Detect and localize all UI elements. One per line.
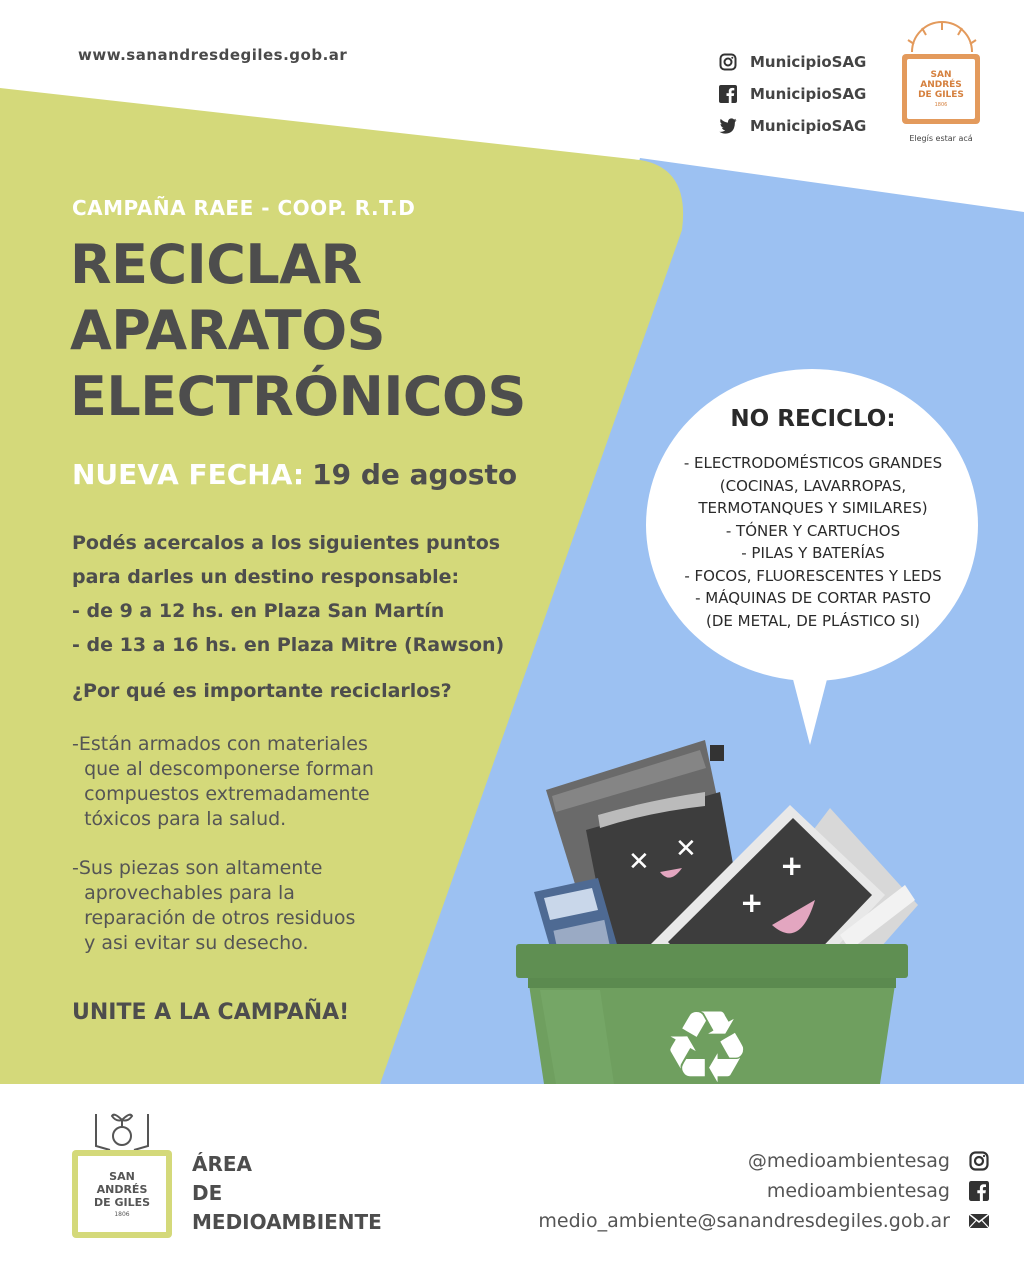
- recycle-bin: [516, 944, 908, 1106]
- footer-logo-line-2: ANDRÉS: [96, 1183, 148, 1196]
- call-to-action: UNITE A LA CAMPAÑA!: [72, 1000, 350, 1025]
- facebook-icon: [718, 84, 738, 104]
- list-item: - FOCOS, FLUORESCENTES Y LEDS: [684, 566, 942, 585]
- svg-text:✕: ✕: [628, 847, 650, 877]
- logo-tagline: Elegís estar acá: [909, 134, 973, 143]
- why-question: ¿Por qué es importante reciclarlos?: [72, 680, 452, 702]
- area-line-2: DE: [192, 1181, 223, 1205]
- title-line-3: ELECTRÓNICOS: [70, 365, 526, 428]
- logo-line-1: SAN: [930, 70, 952, 80]
- list-item: TERMOTANQUES Y SIMILARES): [698, 499, 928, 517]
- intro-line-1: Podés acercalos a los siguientes puntos: [72, 532, 501, 554]
- title-line-2: APARATOS: [70, 299, 386, 362]
- location-2: - de 13 a 16 hs. en Plaza Mitre (Rawson): [72, 634, 505, 656]
- campaign-label: CAMPAÑA RAEE - COOP. R.T.D: [72, 196, 416, 220]
- logo-inner: [907, 59, 975, 119]
- twitter-handle: MunicipioSAG: [750, 117, 867, 135]
- twitter-icon: [718, 116, 738, 136]
- logo-line-2: ANDRÉS: [920, 80, 962, 90]
- not-recycled-list: [652, 452, 974, 632]
- list-item: - TÓNER Y CARTUCHOS: [725, 521, 901, 540]
- reason-2: -Sus piezas son altamente aprovechables para la reparación de otros residuos y asi evitar su desecho.: [72, 857, 356, 954]
- mail-icon: [968, 1210, 990, 1232]
- area-name: [192, 1150, 382, 1237]
- intro-line-2: para darles un destino responsable:: [72, 566, 460, 588]
- facebook-icon: [968, 1180, 990, 1202]
- collection-points: [72, 526, 504, 662]
- social-facebook[interactable]: [718, 78, 866, 110]
- environment-area-logo: [72, 1110, 172, 1240]
- facebook-handle: MunicipioSAG: [750, 85, 867, 103]
- list-item: (DE METAL, DE PLÁSTICO SI): [706, 611, 920, 630]
- svg-text:✕: ✕: [675, 834, 697, 864]
- logo-line-3: DE GILES: [918, 90, 964, 100]
- municipality-logo: [898, 24, 984, 148]
- area-line-3: MEDIOAMBIENTE: [192, 1210, 382, 1234]
- social-twitter[interactable]: [718, 110, 866, 142]
- footer-logo-year: 1806: [114, 1211, 130, 1218]
- footer-instagram-handle: @medioambientesag: [747, 1150, 950, 1172]
- location-1: - de 9 a 12 hs. en Plaza San Martín: [72, 600, 445, 622]
- social-instagram[interactable]: [718, 46, 866, 78]
- area-line-1: ÁREA: [192, 1152, 253, 1176]
- instagram-handle: MunicipioSAG: [750, 53, 867, 71]
- logo-year: 1806: [934, 102, 948, 108]
- list-item: - ELECTRODOMÉSTICOS GRANDES: [683, 454, 943, 472]
- footer-logo-line-3: DE GILES: [93, 1196, 151, 1209]
- instagram-icon: [718, 52, 738, 72]
- logo-frame: [902, 54, 980, 124]
- footer-logo-inner: [78, 1156, 166, 1232]
- svg-text:♻: ♻: [662, 989, 752, 1106]
- instagram-icon: [968, 1150, 990, 1172]
- footer-logo-frame: [72, 1150, 172, 1238]
- page-title: [70, 232, 526, 430]
- footer-facebook-handle: medioambientesag: [766, 1180, 950, 1202]
- title-line-1: RECICLAR: [70, 233, 362, 296]
- website-url[interactable]: www.sanandresdegiles.gob.ar: [78, 46, 348, 64]
- social-links-top: [718, 46, 866, 142]
- new-date-value: 19 de agosto: [312, 458, 518, 491]
- footer-contacts: [538, 1146, 990, 1236]
- footer-email-address: medio_ambiente@sanandresdegiles.gob.ar: [538, 1210, 950, 1232]
- footer-logo-line-1: SAN: [109, 1170, 135, 1183]
- list-item: - PILAS Y BATERÍAS: [741, 544, 885, 562]
- reason-1: -Están armados con materiales que al descomponerse forman compuestos extremadamente tóxicos para la salud.: [72, 733, 374, 830]
- new-date: [72, 458, 517, 491]
- list-item: (COCINAS, LAVARROPAS,: [719, 476, 907, 495]
- footer-email[interactable]: [538, 1206, 990, 1236]
- svg-text:+: +: [740, 886, 764, 919]
- bubble-title: NO RECICLO:: [730, 406, 896, 432]
- footer-facebook[interactable]: [538, 1176, 990, 1206]
- list-item: - MÁQUINAS DE CORTAR PASTO: [695, 589, 931, 607]
- svg-text:+: +: [780, 849, 804, 882]
- footer-instagram[interactable]: [538, 1146, 990, 1176]
- new-date-label: NUEVA FECHA:: [72, 458, 305, 491]
